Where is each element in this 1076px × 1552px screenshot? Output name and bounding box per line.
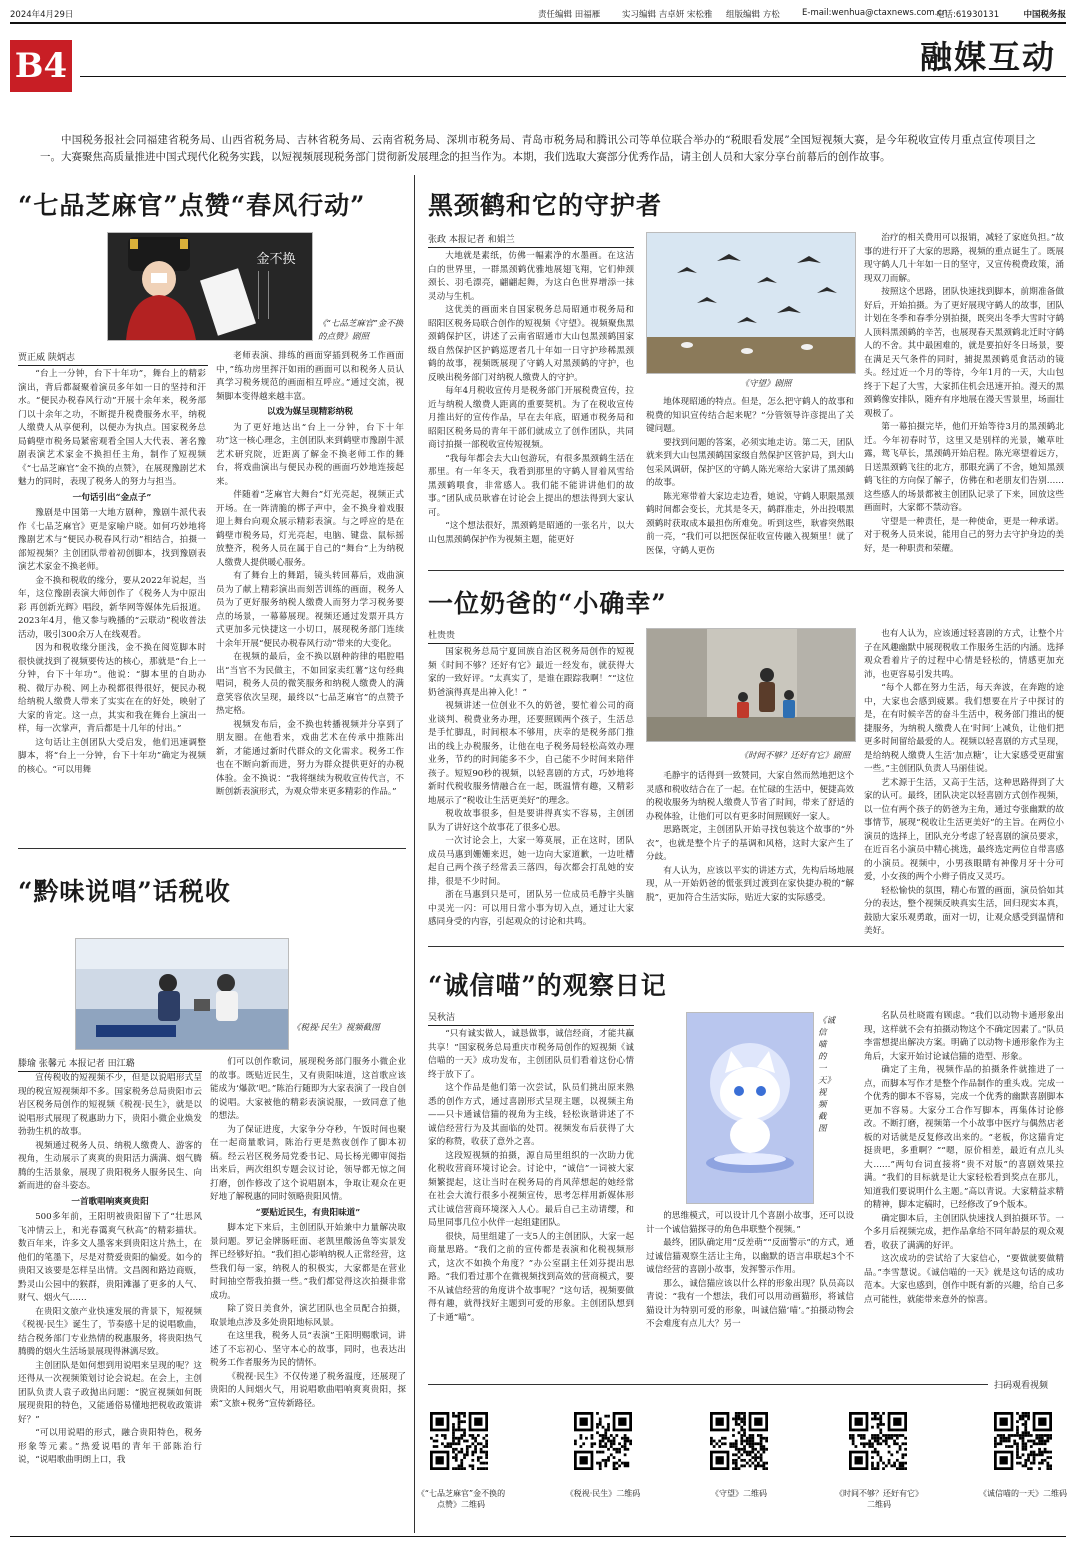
paragraph: 陈光寒带着大家边走边看，她说，守鹤人职限黑颈鹤时间都会变长，尤其是冬天，鹤群准走，外出投喂黑颈鹤时获取成本最担伤所难免。听到这些，耿睿突然眼前一亮，“我们可以把医保征收宣传融入视频里！就了医保，守鹤人更伤 [646,491,854,556]
article-body-col1 [18,1072,202,1534]
photo-caption: 《时间不够？还好有它》剧照 [739,751,850,761]
article-separator [428,946,1064,947]
article-title: “诚信喵”的观察日记 [428,971,667,1000]
paragraph: 大地就是素纸，仿佛一幅素净的水墨画。在这洁白的世界里，一群黑颈鹤优雅地展翅飞翔，它们伸颈颈长、羽毛漂亮，翩翩起舞，为这白色世界增添一抹灵动与生机。 [428,251,634,302]
qr-caption-5: 《诚信喵的一天》二维码 [979,1489,1067,1498]
paragraph: 也有人认为，应该通过轻喜剧的方式，让整个片子在风趣幽默中展现税收工作服务生活的内涵。选择观众看着片子的过程中心情是轻松的，情感更加充沛，也更容易引发共鸣。 [864,629,1064,680]
paragraph: “台上一分钟，台下十年功”，舞台上的精彩演出，背后都凝聚着演员多年如一日的坚持和汗水。“便民办税春风行动”开展十余年来，税务部门以十余年之功，不断提升税费服务水平，纳税人缴费人从享便利，以便办为执点。国家税务总局鹤壁市税务局紧密观看全国人大代表、著名豫剧表演艺术家金不换担任主角，制作了短视频《“七品芝麻官”金不换的点赞》，在展现豫剧艺术魅力的同时，表现了税务人的努力与担当。 [18,369,206,487]
article-body-col2 [216,350,404,838]
paragraph: 税收故事很多，但是要讲得真实不容易，主创团队为了讲好这个故事花了很多心思。 [428,809,634,833]
article-body-col3 [864,232,1064,560]
paragraph: 最终，团队确定用“反差萌”“反面警示”的方式，通过诚信猫观察生活让主角，以幽默的语言串联起3个不诚信经营的喜剧小故事，发挥警示作用。 [646,1238,854,1275]
paragraph: 国家税务总局宁夏回族自治区税务局创作的短视频《时间不够？还好有它》最近一经发布，就获得大家的一致好评。“太真实了，是谁在跟踪我啊！”“这位奶爸演得真是出神入化！” [428,647,634,698]
subheading: 以戏为媒呈现精彩纳税 [267,407,353,417]
paragraph: 主创团队是如何想到用说唱来呈现的呢？这还得从一次视频策划讨论会说起。在会上，主创团队负责人袁子政抛出问题：“脱宣视频如何既展现贵阳的特色，又能通俗易懂地把税收政策讲好？” [18,1360,202,1425]
paragraph: 艺术源于生活，又高于生活，这种思路得到了大家的认可。最终，团队决定以轻喜剧方式创作视频，以一位有两个孩子的奶爸为主角，通过夸张幽默的故事情节，展现“税收让生活更美好”的主旨。在两位小演员的选择上，团队充分考虑了轻喜剧的演员要求，在近百名小演员中精心挑选，最终选定两位自带喜感的小演员。视频中，小男孩眼睛有神像月牙十分可爱，小女孩的两个小辫子俏皮又灵巧。 [864,777,1064,882]
header-paper-name: 中国税务报 [1023,10,1066,20]
paragraph: 除了资日美食外，演艺团队也全员配合拍摄，取景地点涉及多处贵阳地标风景。 [210,1304,406,1328]
header-editor: 责任编辑 田福雁 [538,10,601,20]
opera-actor-photo [107,232,313,341]
photo-caption: 《守望》剧照 [740,379,792,389]
paragraph: 这优美的画面来自国家税务总局昭通市税务局和昭阳区税务局联合创作的短视频《守望》。视频聚焦黑颈鹤保护区，讲述了云南省昭通市大山包黑颈鹤国家级自然保护区护鹤巡逻者几十年如一日守护珍稀黑颈鹤的故事，视频既展现了守鹤人对黑颈鹤的守护，也反映出税务部门对纳税人缴费人的守护。 [428,305,634,383]
article-body-col2 [210,1056,406,1534]
qr-code-2[interactable] [574,1412,632,1470]
paragraph: 治疗的相关费用可以报销，减轻了家庭负担。”故事的进行开了大家的思路，视频的重点诞生了。既展现守鹤人几十年如一日的坚守，又宣传税费政策，涌现双刀而解。 [864,233,1064,284]
opera-actor-image [108,233,312,340]
subheading: “要贴近民生，有贵阳味道” [255,1207,361,1218]
photo-caption: 《税视·民生》视频截图 [292,1023,380,1033]
article-byline: 贾正威 陕炳志 [18,350,208,366]
section-title: 融媒互动 [919,38,1056,76]
article-byline: 张政 本报记者 和娟兰 [428,232,634,248]
article-title: 黑颈鹤和它的守护者 [428,191,663,220]
article-title: 一位奶爸的“小确幸” [428,589,667,618]
paragraph: 们可以创作歌词，展现税务部门服务小微企业的故事。既贴近民生，又有贵阳味道，这首歌应该能成为‘爆款’吧。”陈治行随即为大家表演了一段自创的说唱。大家被他的精彩表演说服，一致同意了他的想法。 [210,1057,406,1121]
footer-rule [10,1536,1066,1537]
qr-caption-4: 《时间不够？还好有它》二维码 [835,1489,923,1509]
tax-office-photo [75,938,289,1050]
father-children-image [647,629,855,741]
column-divider [414,175,415,1533]
paragraph: 视频通过税务人员、纳税人缴费人、游客的视角，生动展示了爽爽的贵阳活力满满、烟气腾腾的生活景象，展现了贵阳税务人服务民生、向新而进的奋斗姿态。 [18,1140,202,1191]
article-body-col1 [18,368,206,838]
article-body-col3 [864,628,1064,936]
paragraph: 老师表演、排练的画面穿插到税务工作画面中，”练功房里挥汗如雨的画面可以和税务人员认真学习税务规范的画面相互呼应。”通过交流，视频脚本变得越来越丰富。 [216,351,404,402]
article-body-col2 [646,1210,854,1368]
paragraph: 守望是一种责任，是一种使命，更是一种承诺。对于税务人员来说，能用自己的努力去守护身边的美好，是一种职责和荣耀。 [864,516,1064,554]
paragraph: “我每年都会去大山包游玩，有很多黑颈鹤生活在那里。有一年冬天，我看到那里的守鹤人冒着风雪给黑颈鹤喂食，非常感人。我们能不能讲讲他们的故事。”团队成员耿睿在讨论会上提出的想法得到大家认可。 [428,453,634,518]
paragraph: 毛静宇的话得到一致赞同，大家自然而然地把这个灵感和税收结合在了一起。在忙碌的生活中，便捷高效的税收服务为纳税人缴费人节省了时间，带来了舒适的办税体验，让他们可以有更多时间照顾好一家人。 [646,771,854,822]
header-email: E-mail:wenhua@ctaxnews.com.cn [802,8,948,18]
paragraph: 伴随着“芝麻官大舞台”灯光亮起，视频正式开场。在一阵清脆的梆子声中，金不换身着戏服迎上舞台向观众展示精彩表演。与之呼应的是在鹤壁市税务局，灯光亮起，电脑、键盘、鼠标摇放整齐，税务人员在属于自己的“舞台”上为纳税人缴费人提供暖心服务。 [216,490,404,568]
scan-hint: 扫码观看视频 [994,1381,1049,1391]
paragraph: 为了保证进度，大家争分夺秒，午饭时间也聚在一起商量歌词，陈治行更是熬夜创作了脚本初稿。经云岩区税务局党委书记、局长杨光卿审阅指出来后，两次组织专题会议讨论，领导都无惊之间打磨，创作修改了这个说唱剧本，争取让观众在更好地了解税惠的同时领略贵阳风情。 [210,1124,406,1202]
subheading: 一首歌唱响爽爽贵阳 [71,1196,149,1207]
paragraph: 第一幕拍摄完毕，他们开始等待3月的黑颈鹤北迁。今年初春时节，这里又是别样的光景，嫩草吐露，鸳飞草长，黑颈鹤开始启程。陈光寒望着远方，日送黑颈鹤飞往的北方，那眼充满了不舍，她知黑颈鹤飞往的方向保了解子，仿佛在和老朋友们告别……这些感人的场景都被主创团队记录了下来，回放这些画面时，大家都不禁动容。 [864,422,1064,513]
qr-code-5[interactable] [994,1412,1052,1470]
article-body-col3 [864,1010,1064,1368]
paragraph: 地体现昭通的特点。但是，怎么把守鹤人的故事和税费的知识宣传结合起来呢？”分管领导许彦提出了关键问题。 [646,397,854,434]
article-body-col1 [428,646,634,936]
paragraph: 确定脚本后，主创团队快速找人到拍摄环节。一个多月后视频完成，把作品拿给不同年龄层的观众观看，收获了满满的好评。 [864,1213,1064,1251]
header-designer: 组版编辑 方松 [726,10,780,20]
paragraph: 脚本定下来后，主创团队开始兼中力量解决取景问题。罗记金牌肠旺面、老凯里酸汤鱼等实景发挥已经够好拍。“我们担心影响纳税人正常经营，这些我们每一家，纳税人的积极实，大家都是在营业时间抽空帮我拍摄一些。”我们都觉得这次拍摄非常成功。 [210,1223,406,1301]
qr-caption-2: 《税视·民生》二维码 [565,1489,641,1498]
paragraph: 在这里我，税务人员“表演”王阳明赐歌词，讲述了不忘初心、坚守本心的故事，同时，也表达出税务工作者服务为民的情怀。 [210,1331,406,1368]
paragraph: 视频发布后，金不换也转播视频并分享到了朋友圈。在他看来，戏曲艺术在传承中推陈出新，才能通过新时代群众的文化需求。税务工作也在不断向新而进，努力为群众提供更好的办税体验。金不换说：“我将继续为税收宣传代言，不断创新表演形式，为观众带来更多精彩的作品。” [216,719,404,797]
paragraph: 为了更好地达出“台上一分钟，台下十年功”这一核心理念，主创团队来到鹤壁市豫剧牛派艺术研究院，近距离了解金不换老师工作的舞台，将戏曲演出与便民办税的画面巧妙地连接起来。 [216,422,404,487]
poster-title: 金不换 [256,252,296,267]
honesty-cat-image [687,1013,813,1203]
paragraph: 一次讨论会上，大家一筹莫展，正在这时，团队成员马惠到姗姗来迟，她一边向大家道歉，一边吐槽起自己两个孩子经常丢三落四，每次都会打乱她的安排，很是不少时间。 [428,836,634,887]
article-title: “七品芝麻官”点赞“春风行动” [18,191,366,220]
paragraph: 的思维模式，可以设计几个喜剧小故事，还可以设计一个诚信猫探寻的角色串联整个视频。” [646,1211,854,1235]
paragraph: 宣传税收的短视频不少，但是以说唱形式呈现的税宣短视频却不多。国家税务总局贵阳市云岩区税务局创作的短视频《税视·民生》，就是以说唱形式展现了税惠助力下，贵阳小微企业焕发勃勃生机的故事。 [18,1073,202,1137]
paragraph: 思路既定，主创团队开始寻找包装这个故事的“外衣”，也就是整个片子的基调和风格，这时大家产生了分歧。 [646,825,854,862]
page-number: B4 [10,40,72,92]
qr-caption-1: 《“七品芝麻官”金不换的点赞》二维码 [416,1489,506,1509]
article-byline: 吴秋洁 [428,1010,634,1026]
paragraph: “这个想法很好，黑颈鹤是昭通的一张名片，以大山包黑颈鹤保护作为视频主题，能更好 [428,521,634,545]
paragraph: 这段短视频的拍摄，源自局里组织的一次助力优化税收营商环境讨论会。讨论中，“诚信”一词被大家频繁提起，这让当时在税务局的肖风萍想起的她经常在社会大流行很多小视频宣传，思考怎样用新媒体形式让诚信营商环境深入人心。最后自己主动请缨，和局里同事几位小伙伴一起组建团队。 [428,1150,634,1228]
article-separator [18,848,406,849]
qr-code-4[interactable] [849,1412,907,1470]
paragraph: 很快，局里组建了一支5人的主创团队，大家一起商量思路。“我们之前的宣传都是表演和化税视频形式，这次不如换个角度？”办公室副主任刘芬提出思路。“我们看过那个在微视频找到高效的营商模式，要不从诚信经营的角度讲个故事呢？”这句话，视频要做得有趣，就得找好主题到可爱的形象。主创团队想到了卡通“喵”。 [428,1231,634,1323]
photo-caption: 《“七品芝麻官”金不换的点赞》剧照 [318,319,404,342]
qr-code-3[interactable] [710,1412,768,1470]
paragraph: 要找到问题的答案，必须实地走访。第二天，团队就来到大山包黑颈鹤国家级自然保护区管护局，到大山包采风调研，保护区的守鹤人陈光寒给大家讲了黑颈鹤的故事。 [646,437,854,488]
family-photo [646,628,856,742]
article-title: “黔味说唱”话税收 [18,877,231,906]
tax-office-image [76,939,288,1049]
paragraph: “每个人都在努力生活，每天奔波，在奔跑的途中，大家也会感到疲累。我们想要在片子中探讨的是，在有时候辛苦的奋斗生活中，税务部门推出的便捷服务，为纳税人缴费人在‘时间’上减负，让他们把更多时间留给最爱的人。视频以轻喜剧的方式呈现，是给纳税人缴费人生活‘加点糖’，让大家感受更甜蜜一些。”主创团队负责人马丽佳说。 [864,683,1064,774]
article-byline: 滕瑜 张馨元 本报记者 田江璐 [18,1056,202,1072]
crane-photo [646,232,856,374]
qr-caption-3: 《守望》二维码 [711,1489,767,1498]
paragraph: 确定了主角，视频作品的拍摄条件就推进了一点，而脚本写作才是整个作品制作的重头戏。完成一个优秀的脚本不容易，完成一个优秀的幽默喜剧脚本更加不容易。大家分工合作写脚本，再集体讨论修改。不断打磨，视频第一个小故事中医疗与偶然店老板的对话就是反复修改出来的。“老板，你这猫肯定挺贵吧，多重啊？”“嗯，原价相差，最近有点儿头大……”两句台词直接将“贵不对版”的喜剧效果拉满。“我们的目标就是让大家轻松看到奖点在那儿，知道我们要说明什么主题。”高以青说。大家精益求精的精神，脚本定稿时，已经修改了9个版本。 [864,1065,1064,1210]
article-body-col2 [646,396,854,560]
article-body-col1 [428,1028,634,1368]
paragraph: 因为和税收缘分匪浅，金不换在阅览脚本时很快就找到了视频要传达的核心，那就是“台上一分钟，台下十年功”。他说：“脚本里的自助办税、微厅办税、网上办税都很得很好，便民办税给纳税人缴费人带来了实实在在的好处，映射了大家的肯定。这一点，其实和我在舞台上演出一样，每一次掌声，背后都是十几年的付出。” [18,643,206,734]
paragraph: “可以用说唱的形式，融合贵阳特色，税务形象等元素。”热爱说唱的青年干部陈治行说，“说唱歌曲明朗上口，我 [18,1428,202,1465]
paragraph: 豫剧是中国第一大地方剧种，豫剧牛派代表作《七品芝麻官》更是家喻户晓。如何巧妙地将豫剧艺术与“便民办税春风行动”相结合，拍摄一部短视频？主创团队带着初创脚本，找到豫剧表演艺术家金不换老师。 [18,508,206,572]
paragraph: 名队员杜晓霞有顾虑。“我们以动物卡通形象出现，这样就不会有拍摄动物这个不确定因素了。”队员李雷想提出解决方案。明确了以动物卡通形象作为主角后，大家开始讨论诚信猫的造型、形象。 [864,1011,1064,1062]
page-header [10,6,1066,20]
paragraph: 金不换和税收的缘分，要从2022年说起，当年，这位豫剧表演大师创作了《税务人为中原出彩 再创新光辉》唱段，新华网等媒体先后报道。2023年4月，他又参与晚播的“云联动”税收普法活动，吸引300余万人在线观看。 [18,575,206,640]
crane-flock-image [647,233,855,373]
qr-section-rule [428,1384,988,1385]
paragraph: 有了舞台上的舞蹈，镜头转回幕后，戏曲演员为了献上精彩演出而刻苦训练的画面，税务人员为了更好服务纳税人缴费人而努力学习税务要点的场景，一幕幕展现。视频还通过发票开具方式更加多元快捷这一小切口，展现税务部门连续十余年开展“便民办税春风行动”带来的大变化。 [216,571,404,649]
paragraph: 《税视·民生》不仅传递了税务温度，还展现了贵阳的人间烟火气，用说唱歌曲唱响爽爽贵阳，探索“文旅+税务”宣传新路径。 [210,1371,406,1409]
header-date: 2024年4月29日 [10,10,74,20]
header-rule [10,22,1066,24]
photo-caption: 《诚信喵的一天》视频截图 [818,1016,836,1134]
article-body-col1 [428,250,634,560]
qr-code-1[interactable] [430,1412,488,1470]
paragraph: 那么，诚信猫应该以什么样的形象出现？队员高以青说：“我有一个想法，我们可以用动画猫形，将诚信猫设计为特别可爱的形象，叫诚信猫‘喵’。”拍摄动物会不会难度有点儿大？另一 [646,1278,854,1329]
paragraph: 这次成功的尝试给了大家信心，“要做就要做精品。”李雪慧说。《诚信喵的一天》就是这句话的成功范本。大家也感到，创作中既有新的兴趣，给自己多点可能性，就能带来意外的惊喜。 [864,1254,1064,1305]
paragraph: “只有诚实做人，诚恳做事，诚信经商，才能共赢共享！”国家税务总局重庆市税务局创作的短视频《诚信喵的一天》成功发布，主创团队员们看着这份心情终于放下了。 [428,1029,634,1080]
article-body-col2 [646,770,854,936]
paragraph: 按照这个思路，团队快速找到脚本，前期准备做好后，开始拍摄。为了更好展现守鹤人的故事，团队计划在冬季和春季分别拍摄，既突出冬季大雪时守鹤人顶料黑颈鹤的辛苦，也展现春天黑颈鹤北迁时守鹤人的不舍。其中最困难的，就是要拍好冬日场景，要在满足天气条件的同时，捕捉黑颈鹤觅食活动的镜头。经过近一个月的等待，今年1月的一天，大山包终于下起了大雪，大家抓住机会迅速开拍。漫天的黑颈鹤像安排队，随弃有序地展在漫天雪景里，场面壮观极了。 [864,287,1064,419]
paragraph: 在视频的最后，金不换以剧种韵律的唱腔唱出“当官不为民做主，不如回家卖红薯”这句经典唱词，税务人员的微笑服务和纳税人缴费人的满意笑容依次呈现，最终以“七品芝麻官”的点赞予热定格。 [216,652,404,716]
subheading: 一句话引出“金点子” [72,492,152,503]
paragraph: 视频讲述一位创业不久的奶爸，要忙着公司的商业谈判、税费业务办理，还要照顾两个孩子，生活总是手忙脚乱，时间根本不够用，庆幸的是税务部门推出的线上办税服务，让他在电子税务局轻松高效办理业务，节约的时间能多不少，自己能不少时间来陪伴孩子。短短90秒的视频，以轻喜剧的方式，巧妙地将新时代税收服务情融合在一起，既温情有趣，又精彩地展示了“税收让生活更美好”的理念。 [428,701,634,806]
article-byline: 杜贵贵 [428,628,634,644]
paragraph: 有人认为，应该以平实的讲述方式，先构后场地展现，从一开始奶爸的慌张到过渡到在家快捷办税的“解脱”，更加符合生活实际，贴近大家的实际感受。 [646,865,854,903]
paragraph: 500多年前，王阳明被贵阳留下了“壮思风飞冲情云上，和光春霭爽气秋高”的精彩描状。数百年来，许多文人墨客来到贵阳这片热土，在他们的笔墨下，尽是对赞爱贵阳的偏爱。如今的贵阳又该要是怎样呈出情。文昌阁和路边商贩，黔灵山公园中的猴群，贵阳滩瀑了更多的人气、财气、烟火气…… [18,1212,202,1303]
article-separator [428,570,1064,571]
paragraph: 这句话让主创团队大受启发，他们迅速调整脚本，将“台上一分钟，台下十年功”确定为视频的核心。“可以用舞 [18,737,206,775]
paragraph: 在贵阳文旅产业快速发展的背景下，短视频《税视·民生》诞生了，节奏感十足的说唱歌曲，结合税务部门专业热情的税惠服务，将贵阳热气腾腾的烟火生活场景展现得淋漓尽致。 [18,1306,202,1357]
section-rule [80,76,1066,77]
paragraph: 每年4月税收宣传月是税务部门开展税费宣传，拉近与纳税人缴费人距离的重要契机。为了在税收宣传月推出好的宣传作品，早在去年底，昭通市税务局和昭阳区税务局的青年干部们就成立了创作团队，共同商讨拍摄一部税收宣传短视频。 [428,386,634,450]
header-phone: 电话:61930131 [936,10,1000,20]
header-intern: 实习编辑 吉卓妍 宋松雅 [622,10,713,20]
intro-paragraph: 中国税务报社会同福建省税务局、山西省税务局、吉林省税务局、云南省税务局、深圳市税务局、青岛市税务局和腾讯公司等单位联合举办的“税眼看发展”全国短视频大赛，是今年税收宣传月重点宣传项目之一。大赛聚焦高质量推进中国式现代化税务实践，以短视频展现税务部门贯彻新发展理念的担当作为。本期，我们选取大赛部分优秀作品，请主创人员和大家分享台前幕后的创作故事。 [40,134,1036,163]
paragraph: 轻松愉快的氛围，精心布置的画面，演员恰如其分的表达，整个视频反映真实生活，回归现实本真，鼓励大家乐观勇敢，面对一切，让观众感受到温情和美好。 [864,885,1064,936]
paragraph: 浙在马惠到只是可，团队另一位成员毛静宇头脑中灵光一闪：可以用日常小事为切入点，通过让大家感同身受的内容，引起观众的讨论和共鸣。 [428,890,634,927]
cartoon-cat-photo [686,1012,814,1204]
paragraph: 这个作品是他们第一次尝试，队员们挑出原来熟悉的创作方式，通过喜剧形式呈现主题，以视频主角——只卡通诚信猫的视角为主线，轻松诙谐讲述了不诚信经营行为及其面临的处罚。视频发布后获得了大家的称赞，收获了意外之喜。 [428,1083,634,1147]
